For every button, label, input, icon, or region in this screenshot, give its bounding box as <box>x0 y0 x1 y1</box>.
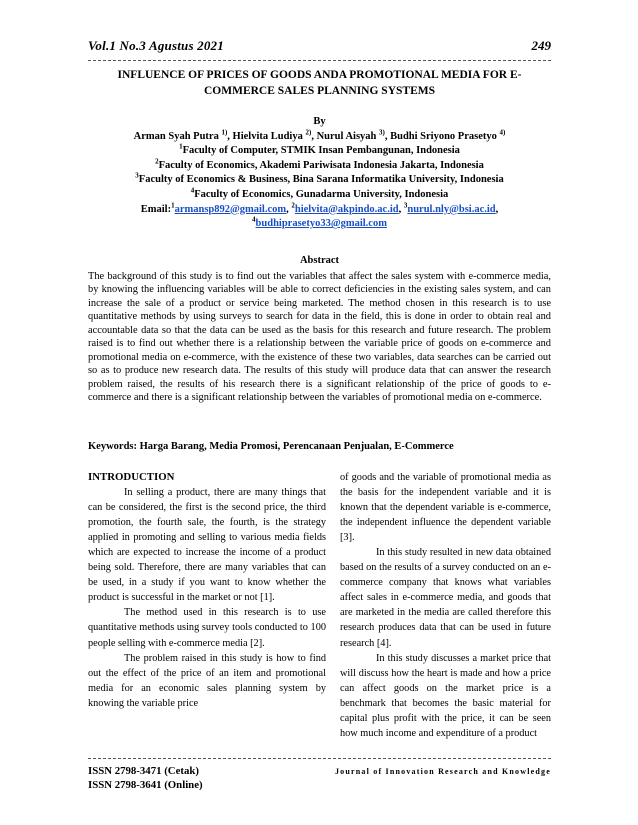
abstract-text: The background of this study is to find out the variables that affect the sales system with e-commerce media, by knowing the influencing variables will be able to correct deficiencies in the existing sales system, and can increase the sale of a product or service being marketed. The method chosen in this research is to use quantitative methods by using surveys to search for data in the field, this is done in order to obtain real and accountable data so that the data can be used as the basis for this research and future research. The problem raised is to find out whether there is a relationship between the variable price of goods on e-commerce and promotional media on e-commerce, with the existence of these two variables, data searches can be carried out so as to produce new research data. The results of this study will produce data that can answer the research problem raised, the results of his research there is a significant relationship of the price of goods to e-commerce and there is a significant relationship between the variables of promotional media on e-commerce. <box>88 270 551 404</box>
body-column-right <box>340 470 551 741</box>
paragraph: In this study discusses a market price that will discuss how the heart is made and how a price can affect goods on the market price is a benchmark that becomes the basic material for capital plus profit with the price, it can be seen how much income and expenditure of a product <box>340 652 551 739</box>
issn-print: ISSN 2798-3471 (Cetak) <box>88 765 199 777</box>
by-label: By <box>313 116 326 127</box>
affiliation-3-sup: 3 <box>135 171 139 180</box>
affiliation-4-sup: 4 <box>190 186 195 195</box>
affiliation-3-text: Faculty of Economics & Business, Bina Sarana Informatika University, Indonesia <box>138 174 504 186</box>
affiliation-3 <box>88 173 551 188</box>
author-block <box>88 115 551 232</box>
page-footer <box>88 765 551 792</box>
author-1: Arman Syah Putra <box>133 130 219 142</box>
issn-online: ISSN 2798-3641 (Online) <box>88 778 203 791</box>
affiliation-2 <box>88 159 551 174</box>
keywords: Keywords: Harga Barang, Media Promosi, Perencanaan Penjualan, E-Commerce <box>88 441 454 452</box>
journal-name: Journal of Innovation Research and Knowledge <box>334 767 551 776</box>
paragraph: In selling a product, there are many things that can be considered, the first is the second price, the third promotion, the fourth sale, the fourth, is the strategy applied in promoting and selling to various media fields which are expected to increase the income of a product being sold. Therefore, there are many variables that can be used, in a study if you want to know whether the product is successful in the market or not [1]. <box>88 487 326 604</box>
running-header <box>88 38 551 58</box>
abstract-section <box>88 254 551 405</box>
affiliation-1-text: Faculty of Computer, STMIK Insan Pembangunan, Indonesia <box>182 145 460 157</box>
page-number: 249 <box>531 38 551 53</box>
email-link-2[interactable]: hielvita@akpindo.ac.id <box>294 203 399 215</box>
email-1-sup: 1 <box>171 201 175 210</box>
email-link-3[interactable]: nurul.nly@bsi.ac.id <box>407 203 496 215</box>
author-2: Hielvita Ludiya <box>232 130 303 142</box>
email-2-sup: 2 <box>291 201 295 210</box>
affiliation-2-text: Faculty of Economics, Akademi Pariwisata Indonesia Jakarta, Indonesia <box>158 159 484 171</box>
affiliation-4-text: Faculty of Economics, Gunadarma University, Indonesia <box>194 188 449 200</box>
email-line: Email:$^1$armansp892@gmail.com, $^2$hielvita@akpindo.ac.id, $^3$nurul.nly@bsi.ac.id, <box>140 201 499 215</box>
author-3: Nurul Aisyah <box>316 130 377 142</box>
section-heading-introduction: INTRODUCTION <box>88 471 175 483</box>
paragraph: of goods and the variable of promotional media as the basis for the independent variable and it is known that the dependent variable is e-commerce, the independent influence the dependent variable [3]. <box>340 472 551 544</box>
email-line-2 <box>88 217 551 232</box>
email-4-sup: 4 <box>252 215 256 224</box>
author-2-sup: 2) <box>305 128 312 137</box>
header-rule <box>88 60 551 61</box>
author-4: Budhi Sriyono Prasetyo <box>390 130 497 142</box>
volume-label: Vol.1 No.3 Agustus 2021 <box>88 38 224 53</box>
email-link-1[interactable]: armansp892@gmail.com <box>174 203 287 215</box>
abstract-heading: Abstract <box>299 255 340 266</box>
author-4-sup: 4) <box>499 128 506 137</box>
affiliation-4 <box>88 188 551 203</box>
paragraph: In this study resulted in new data obtained based on the results of a survey conducted on an e-commerce company that knows what variables affect sales in e-commerce media, and goods that are marketed in the media are called therefore this research produces data that can be used in future research [4]. <box>340 547 551 649</box>
body-column-left <box>88 470 326 711</box>
paper-title: INFLUENCE OF PRICES OF GOODS ANDA PROMOTIONAL MEDIA FOR E-COMMERCE SALES PLANNING SYSTEMS <box>117 69 522 97</box>
paragraph: The problem raised in this study is how to find out the effect of the price of an item and promotional media for an economic sales planning system by knowing the variable price <box>88 652 326 709</box>
paragraph: The method used in this research is to use quantitative methods using survey tools conducted to 100 people selling with e-commerce media [2]. <box>88 607 326 649</box>
author-names: Arman Syah Putra $^{1)}$, Hielvita Ludiya $^{2)}$, Nurul Aisyah $^{3)}$, Budhi Sriyono Prasetyo $^{4)}$ <box>133 128 506 142</box>
email-3-sup: 3 <box>403 201 408 210</box>
email-label: Email: <box>140 203 172 215</box>
email-link-4[interactable]: budhiprasetyo33@gmail.com <box>255 218 387 230</box>
affiliation-2-sup: 2 <box>155 157 159 166</box>
footer-rule <box>88 758 551 759</box>
author-3-sup: 3) <box>379 128 385 137</box>
affiliation-1-sup: 1 <box>179 142 183 151</box>
author-1-sup: 1) <box>221 128 228 137</box>
